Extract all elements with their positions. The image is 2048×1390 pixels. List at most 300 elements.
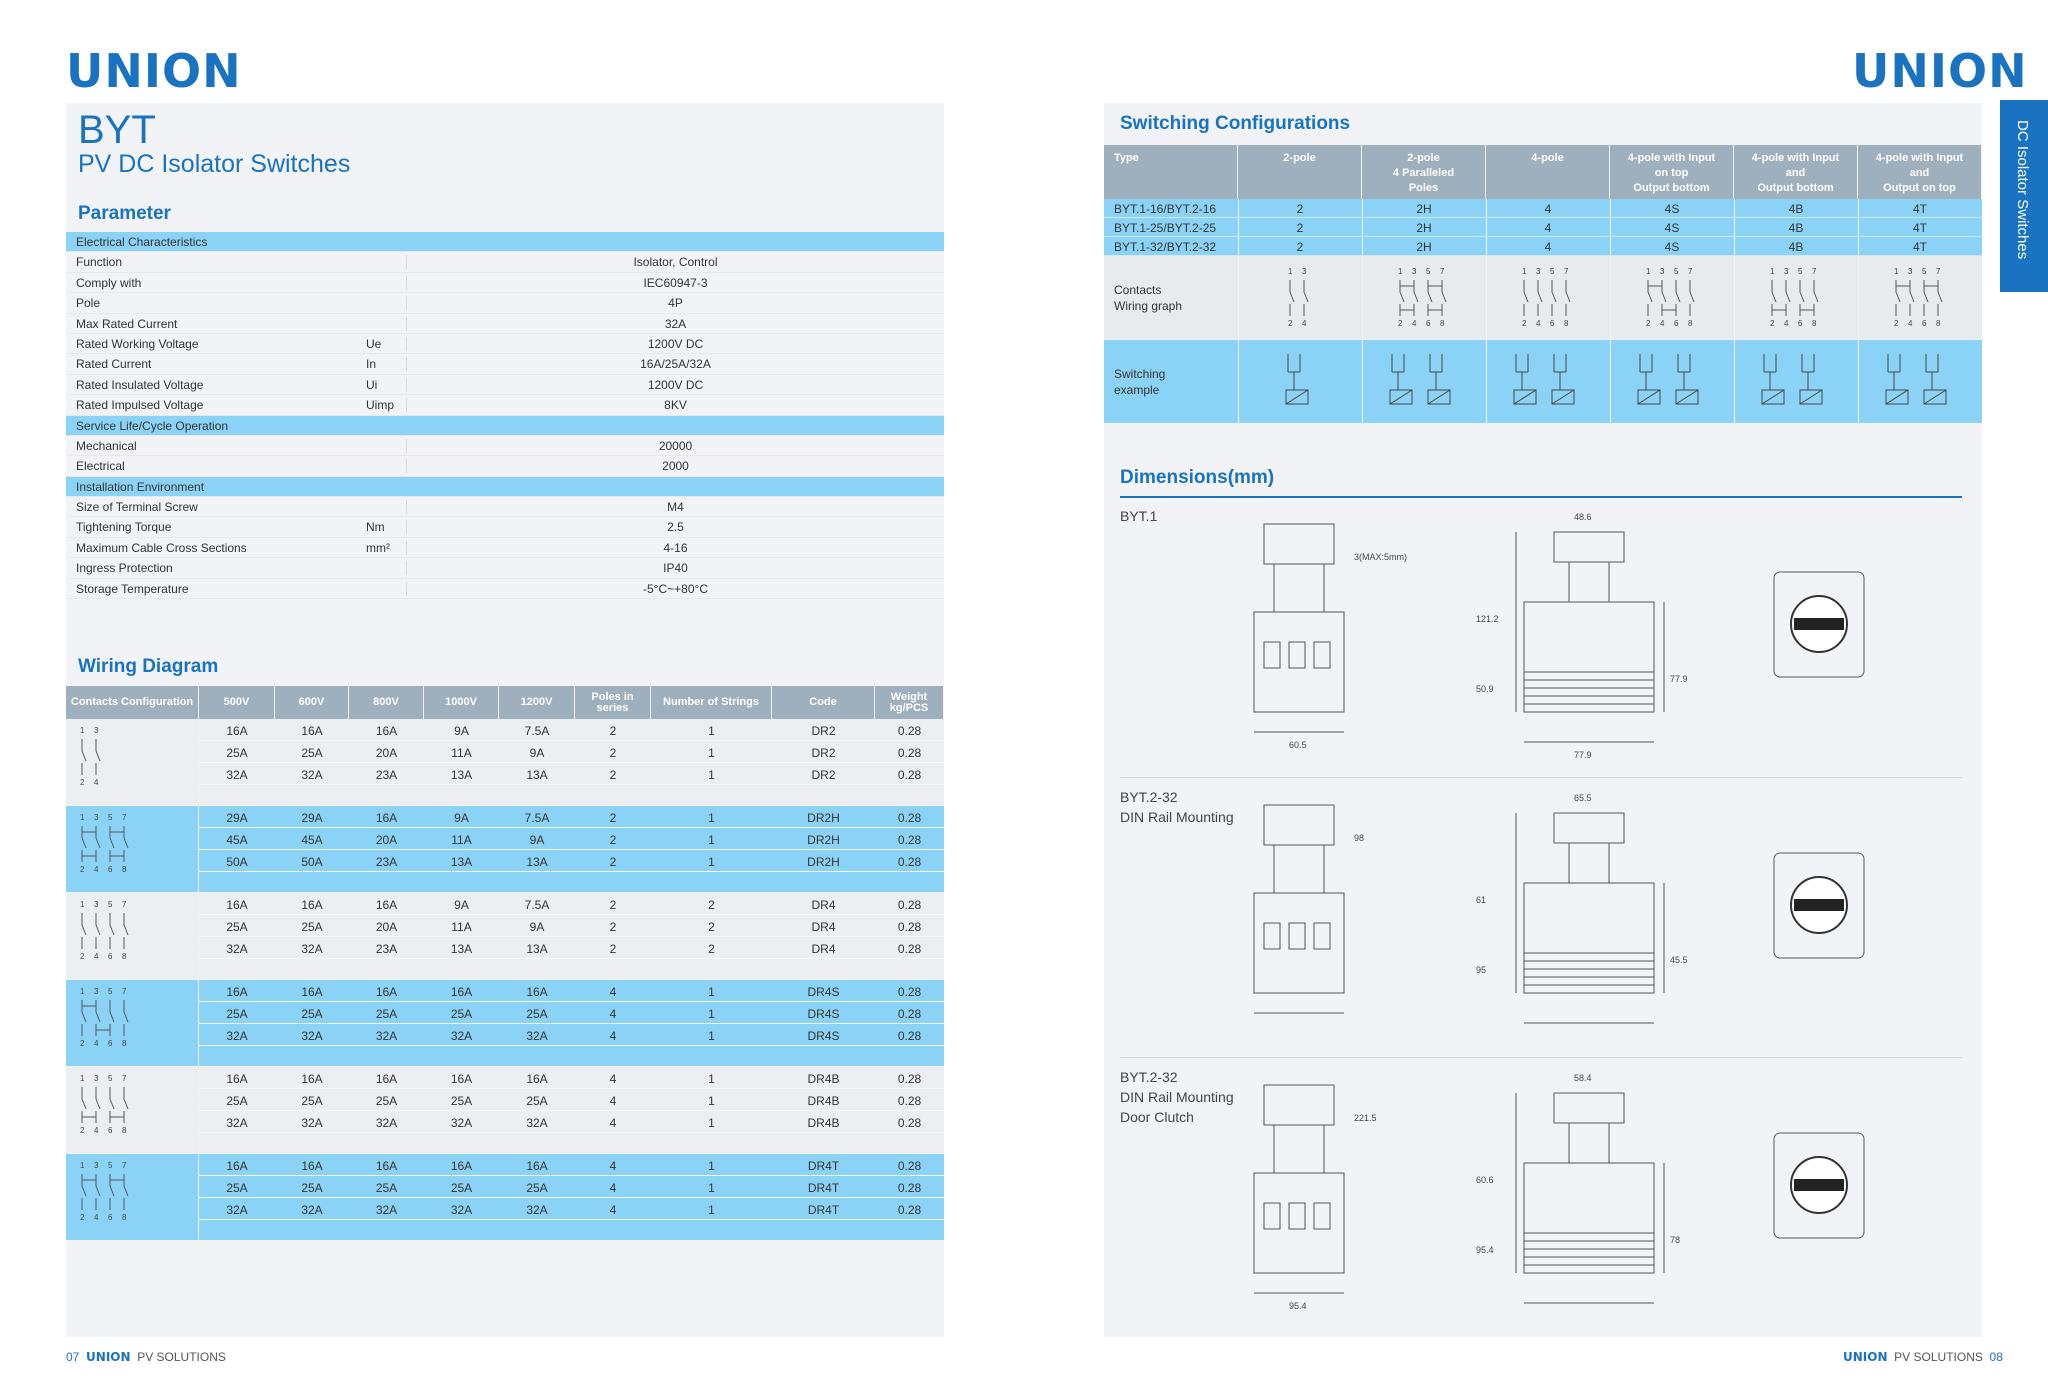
table-cell: 16A [375,1159,398,1173]
table-cell: 25A [301,1007,323,1021]
table-row [199,828,944,850]
table-cell: 29A [226,811,248,825]
contact-number: 8 [1688,319,1693,328]
parameter-table [66,232,944,599]
col-divider [1734,237,1735,255]
table-cell: 9A [454,724,469,738]
table-cell: 16A [226,724,248,738]
col-divider [1362,199,1363,217]
table-row [199,915,944,937]
switching-heading: Switching Configurations [1120,113,1351,134]
table-cell: 13A [450,768,473,782]
contact-number: 4 [1412,319,1417,328]
param-section-header [66,232,944,252]
contacts-wiring-graph [66,980,199,1067]
contact-number: 3 [94,900,99,909]
table-cell: 32A [301,1029,323,1043]
wiring-col-header: Number of Strings [651,686,772,719]
contact-number: 6 [1674,319,1679,328]
table-cell: 0.28 [897,768,922,782]
contact-number: 8 [122,865,127,874]
wiring-group [66,719,944,806]
table-cell: DR4S [807,1007,840,1021]
contact-number: 1 [80,813,85,822]
table-cell: 1 [708,746,715,760]
table-cell: 25A [301,920,323,934]
param-label: Maximum Cable Cross Sections [76,540,247,555]
contacts-wiring-graph [66,719,199,806]
wiring-diagram-cell [66,980,199,1067]
contact-number: 4 [94,1126,99,1135]
table-cell: 23A [375,768,398,782]
param-label: Size of Terminal Screw [76,500,198,515]
wiring-diagram-cell [66,1154,199,1241]
wiring-table-header [66,686,944,719]
contact-number: 8 [122,952,127,961]
switching-col-header: 4-pole with Input and Output on top [1858,145,1982,199]
param-row [66,293,944,313]
param-label: Electrical [76,459,125,474]
table-cell: 16A [301,898,323,912]
contact-number: 3 [1536,267,1541,276]
switching-example-label: Switching example [1114,367,1166,397]
dimension-callout: 60.5 [1289,740,1307,750]
dimension-callout: 77.9 [1670,674,1688,684]
table-cell: 45A [301,833,323,847]
col-divider [1238,237,1239,255]
table-cell: DR2H [807,833,840,847]
col-divider [1858,237,1859,255]
table-row [199,763,944,785]
table-row [199,980,944,1002]
wiring-group [66,806,944,893]
table-cell: 1 [708,724,715,738]
table-cell: 2 [609,898,617,912]
table-cell: 25A [226,920,248,934]
table-cell: 4S [1664,240,1680,254]
contact-number: 2 [80,1039,85,1048]
table-cell: DR4 [811,898,836,912]
table-cell: 4 [609,985,617,999]
contact-number: 5 [108,987,113,996]
table-cell: 1 [708,1094,715,1108]
param-row [66,517,944,537]
param-value: 16A/25A/32A [406,357,944,371]
contact-number: 8 [122,1039,127,1048]
table-cell: 1 [708,1181,715,1195]
table-cell: 23A [375,942,398,956]
param-label: Storage Temperature [76,581,189,596]
table-cell: 11A [451,833,472,847]
contact-number: 8 [122,1126,127,1135]
footer-left: 07 UNION PV SOLUTIONS [66,1350,226,1364]
contact-number: 5 [1922,267,1927,276]
table-cell: 2H [1416,240,1432,254]
table-cell: 2 [708,898,715,912]
table-cell: 4B [1788,240,1804,254]
contact-number: 1 [1894,267,1899,276]
param-section-header [66,477,944,497]
table-row [199,719,944,741]
param-label: Pole [76,296,101,311]
param-row [66,456,944,476]
table-cell: 25A [301,746,323,760]
table-cell: 7.5A [524,811,550,825]
wiring-group [66,980,944,1067]
table-row [199,1176,944,1198]
table-cell: 32A [526,1116,548,1130]
dimension-drawing [1104,502,1964,772]
table-cell: 16A [375,1072,398,1086]
table-cell: 16A [226,1072,248,1086]
dimension-callout: 60.6 [1476,1175,1494,1185]
switching-example-graph [1362,340,1486,424]
wiring-col-header: 800V [349,686,424,719]
contact-number: 6 [108,1213,113,1222]
param-label: Function [76,255,123,270]
contact-number: 3 [94,987,99,996]
table-cell: 2 [609,855,617,869]
table-cell: 4 [609,1029,617,1043]
table-cell: 9A [454,898,469,912]
table-cell: DR2H [807,811,840,825]
param-value: Isolator, Control [406,255,944,269]
table-cell: 20A [375,920,398,934]
table-cell: 16A [301,1072,323,1086]
contacts-wiring-graph [66,893,199,980]
table-cell: 32A [226,1029,248,1043]
contact-number: 5 [108,900,113,909]
footer-right: UNION PV SOLUTIONS 08 [1843,1350,2003,1364]
wiring-col-header: 600V [275,686,349,719]
contact-number: 8 [122,1213,127,1222]
param-unit: Ue [366,336,382,351]
table-cell: 13A [526,855,548,869]
table-cell: 0.28 [897,985,922,999]
dimension-callout: 3(MAX:5mm) [1354,552,1408,562]
table-cell: 25A [226,1007,248,1021]
wiring-diagram-cell [66,719,199,806]
table-cell: 16A [450,985,473,999]
contact-number: 2 [80,1126,85,1135]
table-row [199,1089,944,1111]
table-cell: 29A [301,811,323,825]
table-cell: 2 [708,920,715,934]
col-divider [1734,199,1735,217]
contact-number: 1 [80,726,85,735]
table-cell: 16A [375,898,398,912]
dimension-callout: 77.9 [1574,750,1592,760]
table-cell: 25A [526,1181,548,1195]
dimension-callout: 221.5 [1354,1113,1377,1123]
table-cell: 16A [526,1072,548,1086]
table-cell: BYT.1-32/BYT.2-32 [1114,240,1217,254]
contact-number: 7 [1440,267,1445,276]
contact-number: 4 [1302,319,1307,328]
param-label: Ingress Protection [76,561,173,576]
contacts-wiring-graph [1734,256,1858,340]
table-cell: 32A [526,1029,548,1043]
contacts-wiring-graph [1238,256,1362,340]
param-label: Rated Current [76,357,152,372]
param-row [66,558,944,578]
contact-number: 7 [1564,267,1569,276]
table-cell: DR4 [811,920,836,934]
table-cell: 32A [301,768,323,782]
col-divider [1486,199,1487,217]
contact-number: 1 [1522,267,1527,276]
table-cell: 1 [708,811,715,825]
table-cell: 0.28 [897,920,922,934]
table-cell: 4B [1788,221,1804,235]
table-cell: 25A [375,1181,398,1195]
switching-col-header: 4-pole with Input on top Output bottom [1610,145,1734,199]
table-cell: 1 [708,1029,715,1043]
table-cell: 9A [454,811,469,825]
dimension-callout: 121.2 [1476,614,1499,624]
contact-number: 6 [1922,319,1927,328]
contact-number: 4 [94,1213,99,1222]
contacts-wiring-graph [1858,256,1982,340]
table-cell: 1 [708,1159,715,1173]
contacts-wiring-graph [66,806,199,893]
contact-number: 2 [1522,319,1527,328]
dimension-section-text: BYT.2-32 [1120,789,1178,805]
table-cell: 2 [609,768,617,782]
table-cell: 9A [529,833,545,847]
col-divider [1362,218,1363,236]
table-cell: 9A [529,746,545,760]
switching-col-header: Type [1104,145,1238,199]
table-cell: 1 [708,855,715,869]
contacts-wiring-graph [66,1154,199,1241]
contact-number: 1 [80,1074,85,1083]
contact-number: 2 [1894,319,1899,328]
table-cell: 4T [1912,240,1927,254]
table-cell: 2H [1416,202,1432,216]
contacts-wiring-graph [1362,256,1486,340]
table-cell: 2 [1296,202,1304,216]
table-cell: 2 [708,942,715,956]
table-cell: 16A [375,985,398,999]
param-value: 4-16 [406,541,944,555]
table-cell: 25A [526,1094,548,1108]
table-cell: 32A [450,1029,473,1043]
table-cell: 4 [609,1116,617,1130]
contacts-wiring-graph [66,1067,199,1154]
param-label: Rated Impulsed Voltage [76,398,204,413]
table-cell: 0.28 [897,1159,922,1173]
table-cell: 32A [375,1203,398,1217]
table-cell: 16A [301,1159,323,1173]
wiring-group [66,1154,944,1241]
table-cell: 11A [451,920,472,934]
contact-number: 5 [108,1074,113,1083]
param-row [66,579,944,599]
wiring-diagram-cell [66,806,199,893]
table-cell: 50A [226,855,248,869]
param-unit: Nm [366,520,385,535]
dimension-section-text: DIN Rail Mounting [1120,1089,1234,1105]
table-cell: DR4S [807,1029,840,1043]
table-cell: 4B [1788,202,1804,216]
table-cell: 20A [375,833,398,847]
dimension-drawing [1104,783,1964,1053]
table-cell: 16A [450,1159,473,1173]
contact-number: 4 [94,952,99,961]
wiring-group [66,1067,944,1154]
table-cell: 1 [708,833,715,847]
table-cell: 1 [708,1116,715,1130]
contacts-wiring-graph [1486,256,1610,340]
contact-number: 1 [80,900,85,909]
switching-example-row [1104,340,1982,424]
contact-number: 2 [1646,319,1651,328]
param-unit: Ui [366,377,378,392]
table-cell: 16A [375,724,398,738]
dimension-separator [1120,777,1962,778]
table-cell: DR2 [811,724,836,738]
contact-number: 7 [122,987,127,996]
col-divider [1486,237,1487,255]
table-cell: 25A [301,1181,323,1195]
contact-number: 5 [1674,267,1679,276]
contact-number: 6 [108,1126,113,1135]
dimension-callout: 95 [1476,965,1487,975]
switching-col-header: 2-pole 4 Paralleled Poles [1362,145,1486,199]
wiring-col-header: 1000V [424,686,499,719]
param-unit: Uimp [366,398,395,413]
table-cell: 0.28 [897,724,922,738]
dimension-section-text: DIN Rail Mounting [1120,809,1234,825]
table-cell: 32A [301,1203,323,1217]
side-tab: DC Isolator Switches [2000,100,2048,292]
table-cell: 45A [226,833,248,847]
table-cell: 11A [451,746,472,760]
contact-number: 4 [94,778,99,787]
contact-number: 8 [1440,319,1445,328]
table-cell: 25A [226,746,248,760]
dimensions-heading: Dimensions(mm) [1120,467,1275,488]
table-cell: 25A [450,1007,473,1021]
wiring-diagram-cell [66,1067,199,1154]
table-cell: 32A [226,942,248,956]
table-cell: 25A [526,1007,548,1021]
table-cell: 16A [226,898,248,912]
param-row [66,354,944,374]
product-subtitle: PV DC Isolator Switches [78,150,351,178]
table-cell: BYT.1-25/BYT.2-25 [1114,221,1217,235]
contact-number: 5 [1550,267,1555,276]
table-cell: DR2 [811,746,836,760]
param-value: 2000 [406,459,944,473]
param-row [66,252,944,272]
table-cell: DR4B [807,1094,840,1108]
table-row [1104,199,1982,218]
dimension-callout: 78 [1670,1235,1681,1245]
param-section-header [66,416,944,436]
table-cell: 25A [301,1094,323,1108]
table-cell: 4 [609,1007,617,1021]
table-cell: DR4S [807,985,840,999]
table-cell: 4T [1912,202,1927,216]
table-cell: 25A [226,1094,248,1108]
contact-number: 7 [122,1161,127,1170]
contact-number: 3 [94,1161,99,1170]
param-row [66,436,944,456]
col-divider [1858,218,1859,236]
dimension-callout: 58.4 [1574,1073,1592,1083]
contact-number: 5 [1798,267,1803,276]
col-divider [1858,199,1859,217]
contact-number: 4 [1908,319,1913,328]
table-cell: DR4 [811,942,836,956]
table-cell: 32A [526,1203,548,1217]
union-logo-right: UNION [1852,44,2028,98]
param-row [66,395,944,415]
wiring-diagram-cell [66,893,199,980]
switching-col-header: 2-pole [1238,145,1362,199]
contact-number: 3 [94,726,99,735]
table-cell: 32A [301,1116,323,1130]
dimensions-rule [1120,496,1962,498]
contact-number: 3 [94,1074,99,1083]
contact-number: 1 [80,1161,85,1170]
switching-example-graph [1858,340,1982,424]
contact-number: 4 [1784,319,1789,328]
table-cell: 0.28 [897,1072,922,1086]
contact-number: 5 [108,1161,113,1170]
contact-number: 2 [1288,319,1293,328]
table-cell: 23A [375,855,398,869]
param-value: M4 [406,500,944,514]
wiring-col-header: Poles in series [575,686,651,719]
wiring-col-header: Weight kg/PCS [875,686,944,719]
table-cell: DR4T [807,1159,840,1173]
col-divider [1486,218,1487,236]
dimension-callout: 95.4 [1289,1301,1307,1311]
table-cell: 16A [301,724,323,738]
table-cell: 16A [526,985,548,999]
table-cell: 16A [226,985,248,999]
table-cell: 16A [450,1072,473,1086]
wiring-col-header: Contacts Configuration [66,686,199,719]
contact-number: 4 [94,1039,99,1048]
switching-table-header [1104,145,1982,199]
table-cell: 0.28 [897,942,922,956]
param-label: Rated Working Voltage [76,336,199,351]
switching-table [1104,145,1982,424]
table-cell: 4 [609,1181,617,1195]
table-cell: 16A [301,985,323,999]
table-cell: 0.28 [897,898,922,912]
wiring-table [66,686,944,1241]
table-cell: 4 [1544,202,1552,216]
wiring-group [66,893,944,980]
table-cell: 4 [1544,221,1552,235]
contact-number: 3 [94,813,99,822]
table-row [199,1154,944,1176]
param-row [66,273,944,293]
param-value: 8KV [406,398,944,412]
dimension-callout: 45.5 [1670,955,1688,965]
table-cell: 2 [1296,221,1304,235]
table-cell: 4 [609,1203,617,1217]
contact-number: 7 [122,900,127,909]
table-cell: 9A [529,920,545,934]
table-cell: 1 [708,1007,715,1021]
table-cell: 4 [609,1094,617,1108]
